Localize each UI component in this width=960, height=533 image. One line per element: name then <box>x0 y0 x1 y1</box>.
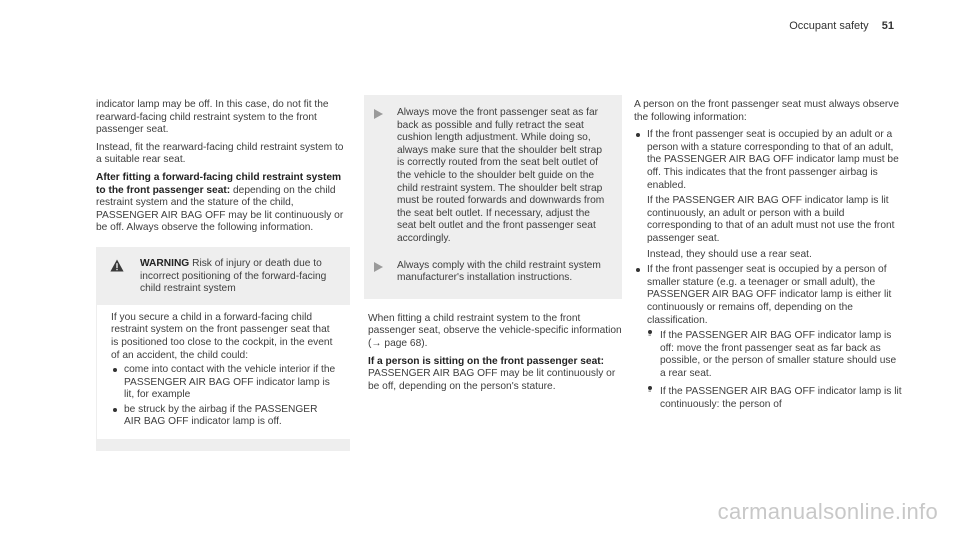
paragraph: When fitting a child restraint system to the front passenger seat, observe the vehicle-specific information (→ page 68). <box>368 312 622 349</box>
warning-title <box>140 258 336 296</box>
instruction-step <box>364 107 622 246</box>
step-arrow-icon <box>374 109 383 119</box>
step-text: Always comply with the child restraint system manufacturer's installation instructions. <box>397 259 601 284</box>
dash-item: - If the PASSENGER AIR BAG OFF indicator lamp is lit continuously: the person of <box>647 386 904 411</box>
list-item-subtext: Instead, they should use a rear seat. <box>647 248 812 260</box>
warning-title-text: Risk of injury or death due to incorrect positioning of the forward-facing child restraint system <box>140 257 327 295</box>
paragraph-heading: After fitting a forward-facing child restraint system to the front passenger seat: <box>96 171 342 196</box>
dash-list <box>647 330 904 412</box>
page-number: 51 <box>881 20 894 32</box>
step-arrow-icon <box>374 262 383 272</box>
paragraph: indicator lamp may be off. In this case, do not fit the rearward-facing child restraint system to the front passenger seat. <box>96 99 329 136</box>
column-middle-text <box>364 313 622 394</box>
list-item <box>634 129 904 261</box>
section-title: Occupant safety <box>789 20 869 32</box>
paragraph-text: depending on the child restraint system and the stature of the child, PASSENGER AIR BAG OFF may be lit continuously or be off. Always observe the following information. <box>96 184 344 234</box>
warning-triangle-icon <box>110 259 124 272</box>
instruction-box <box>364 95 622 299</box>
step-text: Always move the front passenger seat as far back as possible and fully retract the seat cushion length adjustment. While doing so, always make sure that the shoulder belt strap is correctly routed from the seat belt outlet of the vehicle to the shoulder belt guide on the child restraint system. The shoulder belt strap must be routed forwards and downwards from the seat belt outlet. If necessary, adjust the seat belt outlet and the front passenger seat accordingly. <box>397 107 605 244</box>
column-right <box>634 99 904 418</box>
column-middle <box>364 95 622 398</box>
paragraph: Instead, fit the rearward-facing child restraint system to a suitable rear seat. <box>96 141 344 166</box>
warning-intro: If you secure a child in a forward-facing child restraint system on the front passenger seat that is positioned too close to the cockpit, in the event of an accident, the child could: <box>111 311 333 361</box>
bullet-list <box>634 129 904 411</box>
list-item: come into contact with the vehicle interior if the PASSENGER AIR BAG OFF indicator lamp is lit, for example <box>111 364 336 402</box>
paragraph <box>96 172 348 235</box>
warning-body <box>96 305 350 439</box>
list-item-text: If the front passenger seat is occupied by an adult or a person with a stature corresponding to that of an adult, the PASSENGER AIR BAG OFF indicator lamp must be off. This indicates that the front passenger airbag is enabled. <box>647 129 899 191</box>
warning-bullet-list <box>111 364 336 429</box>
list-item: be struck by the airbag if the PASSENGER AIR BAG OFF indicator lamp is off. <box>111 404 336 429</box>
paragraph <box>368 356 622 394</box>
dash-item: - If the PASSENGER AIR BAG OFF indicator lamp is off: move the front passenger seat as far back as possible, or the person of smaller stature should use a rear seat. <box>647 330 904 380</box>
list-item-text: If the front passenger seat is occupied by a person of smaller stature (e.g. a teenager or small adult), the PASSENGER AIR BAG OFF indicator lamp is either lit continuously or remains off, depending on the classification. <box>647 264 892 326</box>
paragraph-heading: If a person is sitting on the front passenger seat: <box>368 355 605 367</box>
warning-label: WARNING <box>140 257 190 269</box>
warning-header <box>96 258 350 296</box>
instruction-step <box>364 260 622 285</box>
paragraph-text: PASSENGER AIR BAG OFF may be lit continuously or be off, depending on the person's stature. <box>368 368 616 392</box>
page-header <box>789 20 894 32</box>
warning-box <box>96 247 350 451</box>
list-item <box>634 264 904 412</box>
list-item-subtext: If the PASSENGER AIR BAG OFF indicator lamp is lit continuously, an adult or person with a build corresponding to that of an adult must not use the front passenger seat. <box>647 195 895 244</box>
watermark: carmanualsonline.info <box>717 499 938 524</box>
paragraph: A person on the front passenger seat must always observe the following information: <box>634 99 900 123</box>
column-left <box>96 99 348 451</box>
